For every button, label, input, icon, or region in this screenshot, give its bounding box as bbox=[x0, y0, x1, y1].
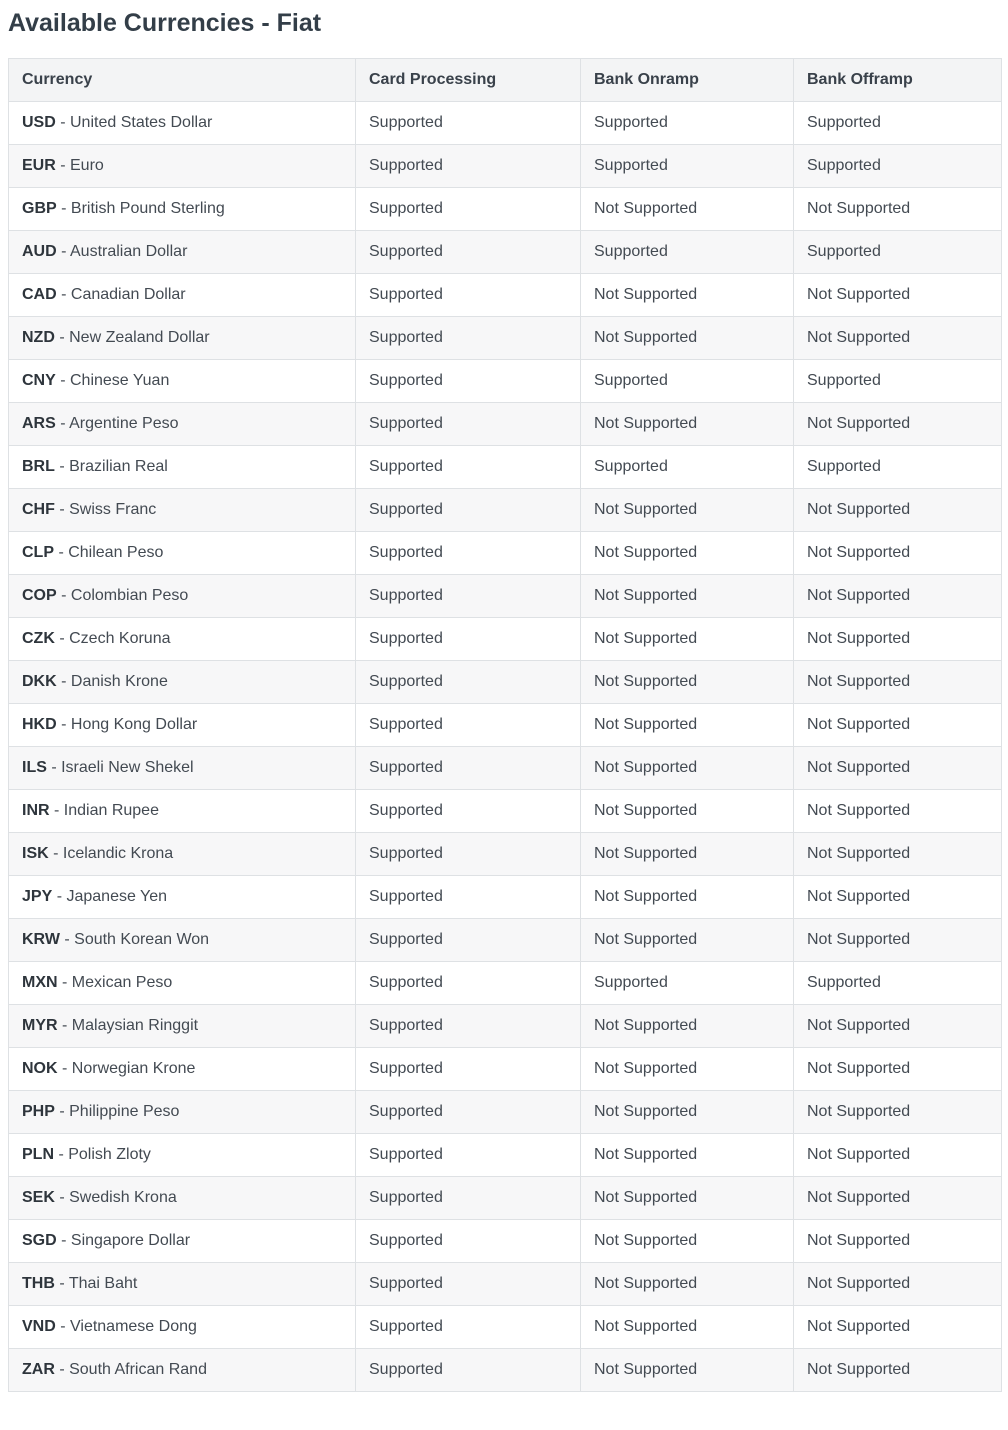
currency-code: ZAR bbox=[22, 1361, 55, 1378]
page-title: Available Currencies - Fiat bbox=[8, 9, 322, 37]
currency-code: CHF bbox=[22, 501, 55, 518]
col-header-card-processing: Card Processing bbox=[356, 59, 581, 102]
currency-code: PLN bbox=[22, 1146, 54, 1163]
card-processing-status: Supported bbox=[356, 360, 581, 403]
card-processing-status: Supported bbox=[356, 1263, 581, 1306]
table-row bbox=[9, 618, 1002, 661]
card-processing-status: Supported bbox=[356, 704, 581, 747]
card-processing-status: Supported bbox=[356, 876, 581, 919]
bank-onramp-status: Not Supported bbox=[581, 1349, 794, 1392]
currency-name: - British Pound Sterling bbox=[56, 200, 225, 217]
card-processing-status: Supported bbox=[356, 833, 581, 876]
table-row bbox=[9, 575, 1002, 618]
currency-cell bbox=[9, 919, 356, 962]
currency-cell bbox=[9, 1091, 356, 1134]
table-row bbox=[9, 1177, 1002, 1220]
bank-offramp-status: Not Supported bbox=[794, 1306, 1002, 1349]
bank-offramp-status: Not Supported bbox=[794, 532, 1002, 575]
currency-name: - Argentine Peso bbox=[55, 415, 179, 432]
currency-name: - Colombian Peso bbox=[56, 587, 189, 604]
table-row bbox=[9, 145, 1002, 188]
currency-name: - Canadian Dollar bbox=[56, 286, 186, 303]
bank-onramp-status: Not Supported bbox=[581, 575, 794, 618]
currency-code: AUD bbox=[22, 243, 57, 260]
currency-name: - Swedish Krona bbox=[54, 1189, 177, 1206]
table-row bbox=[9, 360, 1002, 403]
currency-name: - Mexican Peso bbox=[57, 974, 173, 991]
card-processing-status: Supported bbox=[356, 317, 581, 360]
currency-code: DKK bbox=[22, 673, 57, 690]
bank-onramp-status: Not Supported bbox=[581, 876, 794, 919]
table-header-row bbox=[9, 59, 1002, 102]
currency-name: - Polish Zloty bbox=[54, 1146, 151, 1163]
currency-name: - Czech Koruna bbox=[54, 630, 171, 647]
table-body bbox=[9, 102, 1002, 1392]
currency-code: THB bbox=[22, 1275, 55, 1292]
bank-onramp-status: Not Supported bbox=[581, 704, 794, 747]
table-row bbox=[9, 1263, 1002, 1306]
table-row bbox=[9, 1005, 1002, 1048]
currency-name: - Icelandic Krona bbox=[48, 845, 174, 862]
bank-offramp-status: Not Supported bbox=[794, 317, 1002, 360]
currency-code: ARS bbox=[22, 415, 56, 432]
bank-offramp-status: Not Supported bbox=[794, 274, 1002, 317]
bank-onramp-status: Supported bbox=[581, 446, 794, 489]
card-processing-status: Supported bbox=[356, 790, 581, 833]
bank-onramp-status: Not Supported bbox=[581, 661, 794, 704]
bank-offramp-status: Not Supported bbox=[794, 188, 1002, 231]
currency-code: SGD bbox=[22, 1232, 57, 1249]
card-processing-status: Supported bbox=[356, 919, 581, 962]
currency-cell bbox=[9, 618, 356, 661]
card-processing-status: Supported bbox=[356, 102, 581, 145]
bank-onramp-status: Not Supported bbox=[581, 1306, 794, 1349]
bank-offramp-status: Supported bbox=[794, 102, 1002, 145]
bank-offramp-status: Not Supported bbox=[794, 661, 1002, 704]
currency-code: EUR bbox=[22, 157, 56, 174]
bank-onramp-status: Supported bbox=[581, 231, 794, 274]
currency-name: - United States Dollar bbox=[55, 114, 213, 131]
bank-offramp-status: Not Supported bbox=[794, 747, 1002, 790]
col-header-bank-offramp: Bank Offramp bbox=[794, 59, 1002, 102]
currency-code: MYR bbox=[22, 1017, 58, 1034]
bank-offramp-status: Not Supported bbox=[794, 1263, 1002, 1306]
currency-name: - Philippine Peso bbox=[54, 1103, 180, 1120]
currency-name: - Thai Baht bbox=[54, 1275, 138, 1292]
bank-offramp-status: Supported bbox=[794, 360, 1002, 403]
card-processing-status: Supported bbox=[356, 188, 581, 231]
currency-code: NOK bbox=[22, 1060, 58, 1077]
currency-cell bbox=[9, 575, 356, 618]
bank-offramp-status: Not Supported bbox=[794, 1134, 1002, 1177]
bank-onramp-status: Not Supported bbox=[581, 403, 794, 446]
currency-code: CLP bbox=[22, 544, 54, 561]
currency-cell bbox=[9, 188, 356, 231]
card-processing-status: Supported bbox=[356, 1306, 581, 1349]
currency-name: - Vietnamese Dong bbox=[55, 1318, 197, 1335]
card-processing-status: Supported bbox=[356, 1220, 581, 1263]
card-processing-status: Supported bbox=[356, 489, 581, 532]
currency-code: PHP bbox=[22, 1103, 55, 1120]
currency-code: ILS bbox=[22, 759, 47, 776]
currency-cell bbox=[9, 274, 356, 317]
table-row bbox=[9, 489, 1002, 532]
currency-cell bbox=[9, 833, 356, 876]
bank-offramp-status: Supported bbox=[794, 231, 1002, 274]
currency-name: - Brazilian Real bbox=[54, 458, 168, 475]
bank-onramp-status: Not Supported bbox=[581, 1220, 794, 1263]
bank-onramp-status: Not Supported bbox=[581, 919, 794, 962]
currency-code: JPY bbox=[22, 888, 53, 905]
bank-onramp-status: Not Supported bbox=[581, 1048, 794, 1091]
currency-cell bbox=[9, 360, 356, 403]
currency-cell bbox=[9, 231, 356, 274]
table-row bbox=[9, 747, 1002, 790]
col-header-bank-onramp: Bank Onramp bbox=[581, 59, 794, 102]
table-row bbox=[9, 1349, 1002, 1392]
bank-onramp-status: Not Supported bbox=[581, 790, 794, 833]
currency-name: - Japanese Yen bbox=[52, 888, 168, 905]
currency-code: SEK bbox=[22, 1189, 55, 1206]
table-row bbox=[9, 1134, 1002, 1177]
currency-cell bbox=[9, 1263, 356, 1306]
currency-code: COP bbox=[22, 587, 57, 604]
currency-cell bbox=[9, 747, 356, 790]
card-processing-status: Supported bbox=[356, 962, 581, 1005]
currency-name: - Indian Rupee bbox=[49, 802, 159, 819]
currency-cell bbox=[9, 1177, 356, 1220]
bank-onramp-status: Not Supported bbox=[581, 747, 794, 790]
currency-cell bbox=[9, 1005, 356, 1048]
bank-offramp-status: Not Supported bbox=[794, 919, 1002, 962]
table-row bbox=[9, 102, 1002, 145]
currency-cell bbox=[9, 876, 356, 919]
bank-onramp-status: Not Supported bbox=[581, 489, 794, 532]
bank-onramp-status: Not Supported bbox=[581, 1177, 794, 1220]
table-row bbox=[9, 188, 1002, 231]
currency-cell bbox=[9, 102, 356, 145]
card-processing-status: Supported bbox=[356, 1177, 581, 1220]
currency-code: INR bbox=[22, 802, 50, 819]
currency-code: ISK bbox=[22, 845, 49, 862]
bank-offramp-status: Not Supported bbox=[794, 1349, 1002, 1392]
card-processing-status: Supported bbox=[356, 1048, 581, 1091]
card-processing-status: Supported bbox=[356, 274, 581, 317]
card-processing-status: Supported bbox=[356, 403, 581, 446]
currency-code: MXN bbox=[22, 974, 58, 991]
currency-name: - Chilean Peso bbox=[54, 544, 164, 561]
currency-cell bbox=[9, 145, 356, 188]
currency-cell bbox=[9, 1134, 356, 1177]
currency-cell bbox=[9, 532, 356, 575]
bank-offramp-status: Not Supported bbox=[794, 790, 1002, 833]
table-row bbox=[9, 403, 1002, 446]
bank-offramp-status: Not Supported bbox=[794, 1005, 1002, 1048]
bank-onramp-status: Not Supported bbox=[581, 1005, 794, 1048]
currency-cell bbox=[9, 403, 356, 446]
currency-name: - New Zealand Dollar bbox=[54, 329, 210, 346]
currency-cell bbox=[9, 317, 356, 360]
bank-onramp-status: Not Supported bbox=[581, 833, 794, 876]
table-row bbox=[9, 274, 1002, 317]
card-processing-status: Supported bbox=[356, 661, 581, 704]
card-processing-status: Supported bbox=[356, 1091, 581, 1134]
bank-offramp-status: Not Supported bbox=[794, 403, 1002, 446]
currency-name: - Danish Krone bbox=[56, 673, 168, 690]
card-processing-status: Supported bbox=[356, 618, 581, 661]
bank-onramp-status: Supported bbox=[581, 360, 794, 403]
card-processing-status: Supported bbox=[356, 1349, 581, 1392]
table-row bbox=[9, 833, 1002, 876]
table-row bbox=[9, 790, 1002, 833]
table-row bbox=[9, 317, 1002, 360]
currency-code: BRL bbox=[22, 458, 55, 475]
bank-offramp-status: Not Supported bbox=[794, 618, 1002, 661]
table-row bbox=[9, 962, 1002, 1005]
currency-cell bbox=[9, 790, 356, 833]
table-row bbox=[9, 661, 1002, 704]
currency-name: - South Korean Won bbox=[59, 931, 210, 948]
currency-code: USD bbox=[22, 114, 56, 131]
col-header-currency: Currency bbox=[9, 59, 356, 102]
bank-onramp-status: Not Supported bbox=[581, 618, 794, 661]
currency-name: - Australian Dollar bbox=[56, 243, 188, 260]
bank-onramp-status: Supported bbox=[581, 102, 794, 145]
currency-cell bbox=[9, 1220, 356, 1263]
card-processing-status: Supported bbox=[356, 145, 581, 188]
currency-cell bbox=[9, 962, 356, 1005]
currency-code: CNY bbox=[22, 372, 56, 389]
table-row bbox=[9, 1091, 1002, 1134]
bank-offramp-status: Supported bbox=[794, 962, 1002, 1005]
table-row bbox=[9, 919, 1002, 962]
table-row bbox=[9, 1220, 1002, 1263]
bank-offramp-status: Not Supported bbox=[794, 704, 1002, 747]
bank-offramp-status: Not Supported bbox=[794, 1091, 1002, 1134]
bank-onramp-status: Not Supported bbox=[581, 188, 794, 231]
card-processing-status: Supported bbox=[356, 1005, 581, 1048]
table-row bbox=[9, 231, 1002, 274]
currency-cell bbox=[9, 704, 356, 747]
bank-onramp-status: Supported bbox=[581, 962, 794, 1005]
currency-code: VND bbox=[22, 1318, 56, 1335]
bank-offramp-status: Not Supported bbox=[794, 1220, 1002, 1263]
currency-cell bbox=[9, 1349, 356, 1392]
bank-offramp-status: Not Supported bbox=[794, 489, 1002, 532]
bank-onramp-status: Not Supported bbox=[581, 532, 794, 575]
currency-cell bbox=[9, 489, 356, 532]
currency-code: HKD bbox=[22, 716, 57, 733]
currency-cell bbox=[9, 446, 356, 489]
bank-offramp-status: Not Supported bbox=[794, 575, 1002, 618]
bank-offramp-status: Not Supported bbox=[794, 833, 1002, 876]
currency-name: - Israeli New Shekel bbox=[46, 759, 194, 776]
bank-onramp-status: Not Supported bbox=[581, 1263, 794, 1306]
currency-name: - Chinese Yuan bbox=[55, 372, 170, 389]
bank-offramp-status: Not Supported bbox=[794, 1177, 1002, 1220]
currency-cell bbox=[9, 1048, 356, 1091]
table-row bbox=[9, 704, 1002, 747]
table-row bbox=[9, 1048, 1002, 1091]
card-processing-status: Supported bbox=[356, 747, 581, 790]
currency-name: - Euro bbox=[55, 157, 104, 174]
table-row bbox=[9, 446, 1002, 489]
currency-name: - South African Rand bbox=[54, 1361, 207, 1378]
table-row bbox=[9, 1306, 1002, 1349]
bank-onramp-status: Not Supported bbox=[581, 1091, 794, 1134]
currency-code: CZK bbox=[22, 630, 55, 647]
currency-code: GBP bbox=[22, 200, 57, 217]
card-processing-status: Supported bbox=[356, 231, 581, 274]
currency-code: CAD bbox=[22, 286, 57, 303]
card-processing-status: Supported bbox=[356, 446, 581, 489]
currency-cell bbox=[9, 1306, 356, 1349]
card-processing-status: Supported bbox=[356, 575, 581, 618]
bank-onramp-status: Not Supported bbox=[581, 317, 794, 360]
currency-name: - Hong Kong Dollar bbox=[56, 716, 198, 733]
table-row bbox=[9, 876, 1002, 919]
bank-offramp-status: Not Supported bbox=[794, 876, 1002, 919]
card-processing-status: Supported bbox=[356, 1134, 581, 1177]
currency-name: - Swiss Franc bbox=[54, 501, 157, 518]
currency-code: NZD bbox=[22, 329, 55, 346]
bank-onramp-status: Not Supported bbox=[581, 274, 794, 317]
bank-offramp-status: Supported bbox=[794, 145, 1002, 188]
bank-offramp-status: Not Supported bbox=[794, 1048, 1002, 1091]
currency-code: KRW bbox=[22, 931, 60, 948]
currency-name: - Singapore Dollar bbox=[56, 1232, 191, 1249]
table-row bbox=[9, 532, 1002, 575]
bank-onramp-status: Supported bbox=[581, 145, 794, 188]
currency-name: - Norwegian Krone bbox=[57, 1060, 196, 1077]
bank-offramp-status: Supported bbox=[794, 446, 1002, 489]
currency-cell bbox=[9, 661, 356, 704]
currencies-table bbox=[8, 58, 1002, 1392]
bank-onramp-status: Not Supported bbox=[581, 1134, 794, 1177]
currency-name: - Malaysian Ringgit bbox=[57, 1017, 199, 1034]
card-processing-status: Supported bbox=[356, 532, 581, 575]
